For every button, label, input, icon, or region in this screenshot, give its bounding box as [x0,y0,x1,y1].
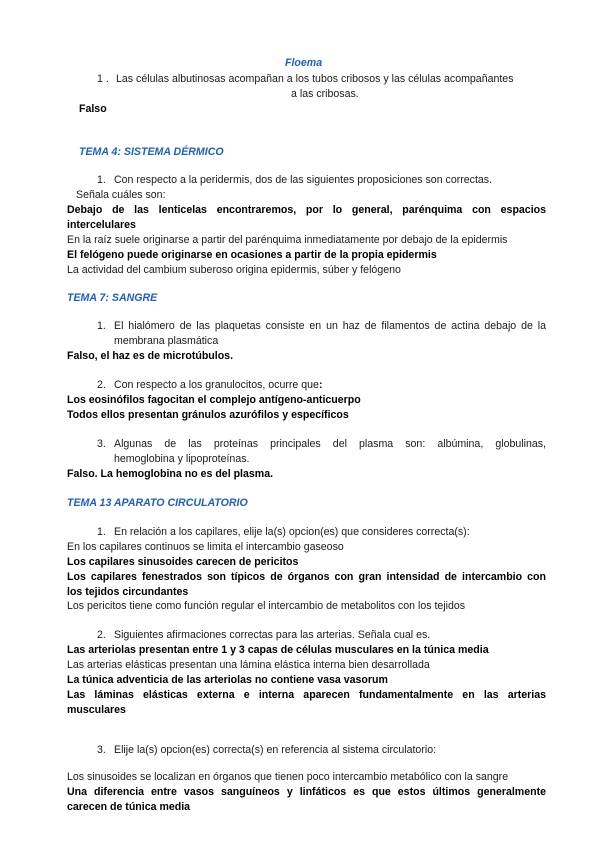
correct-option: los tejidos circundantes [67,586,189,598]
correct-option: Debajo de las lenticelas encontraremos, por lo general, parénquima con espacios [67,204,546,216]
correct-option: Las láminas elásticas externa e interna aparecen fundamentalmente en las arterias [67,689,546,701]
option-text: Las arterias elásticas presentan una lámina elástica interna bien desarrollada [67,659,430,671]
correct-option: Los eosinófilos fagocitan el complejo antígeno-anticuerpo [67,394,361,406]
question-number: 1. [97,320,106,332]
question-text: En relación a los capilares, elije la(s) opcion(es) que consideres correcta(s): [114,526,470,538]
question-text-main: Con respecto a los granulocitos, ocurre que [114,379,319,391]
answer-text: Falso. La hemoglobina no es del plasma. [67,468,274,480]
question-text: membrana plasmática [114,335,219,347]
question-text: Algunas de las proteínas principales del plasma son: albúmina, globulinas, [114,438,546,450]
question-text: a las cribosas. [291,88,359,100]
question-text: Siguientes afirmaciones correctas para las arterias. Señala cual es. [114,629,431,641]
correct-option: intercelulares [67,219,136,231]
section-title-tema4: TEMA 4: SISTEMA DÉRMICO [79,146,224,158]
option-text: La actividad del cambium suberoso origina epidermis, súber y felógeno [67,264,401,276]
section-title-floema: Floema [285,57,323,69]
section-title-tema7: TEMA 7: SANGRE [67,292,158,304]
correct-option: Las arteriolas presentan entre 1 y 3 capas de células musculares en la túnica media [67,644,489,656]
correct-option: Los capilares sinusoides carecen de pericitos [67,556,299,568]
option-text: En los capilares continuos se limita el intercambio gaseoso [67,541,344,553]
question-text: Señala cuáles son: [76,189,166,201]
question-number: 1. [97,174,106,186]
question-number: 1 . [97,73,109,85]
correct-option: musculares [67,704,126,716]
correct-option: Los capilares fenestrados son típicos de órganos con gran intensidad de intercambio con [67,571,546,583]
question-text: Elije la(s) opcion(es) correcta(s) en referencia al sistema circulatorio: [114,744,437,756]
question-text: El hialómero de las plaquetas consiste en un haz de filamentos de actina debajo de la [114,320,546,332]
question-text [114,379,322,392]
section-title-tema13: TEMA 13 APARATO CIRCULATORIO [67,497,248,509]
correct-option: carecen de túnica media [67,801,191,813]
question-number: 3. [97,744,106,756]
question-text: Las células albutinosas acompañan a los tubos cribosos y las células acompañantes [116,73,514,85]
question-number: 2. [97,379,106,391]
question-text: hemoglobina y lipoproteínas. [114,453,250,465]
option-text: Los sinusoides se localizan en órganos que tienen poco intercambio metabólico con la sangre [67,771,509,783]
correct-option: La túnica adventicia de las arteriolas no contiene vasa vasorum [67,674,388,686]
answer-text: Falso [79,103,107,115]
correct-option: Todos ellos presentan gránulos azurófilos y específicos [67,409,349,421]
option-text: Los pericitos tiene como función regular el intercambio de metabolitos con los tejidos [67,600,466,612]
question-text: Con respecto a la peridermis, dos de las siguientes proposiciones son correctas. [114,174,493,186]
correct-option: El felógeno puede originarse en ocasiones a partir de la propia epidermis [67,249,437,261]
question-number: 2. [97,629,106,641]
question-number: 3. [97,438,106,450]
answer-text: Falso, el haz es de microtúbulos. [67,350,234,362]
question-number: 1. [97,526,106,538]
question-colon: : [318,379,323,391]
correct-option: Una diferencia entre vasos sanguíneos y linfáticos es que estos últimos generalmente [67,786,546,798]
option-text: En la raíz suele originarse a partir del parénquima inmediatamente por debajo de la epidermis [67,234,508,246]
